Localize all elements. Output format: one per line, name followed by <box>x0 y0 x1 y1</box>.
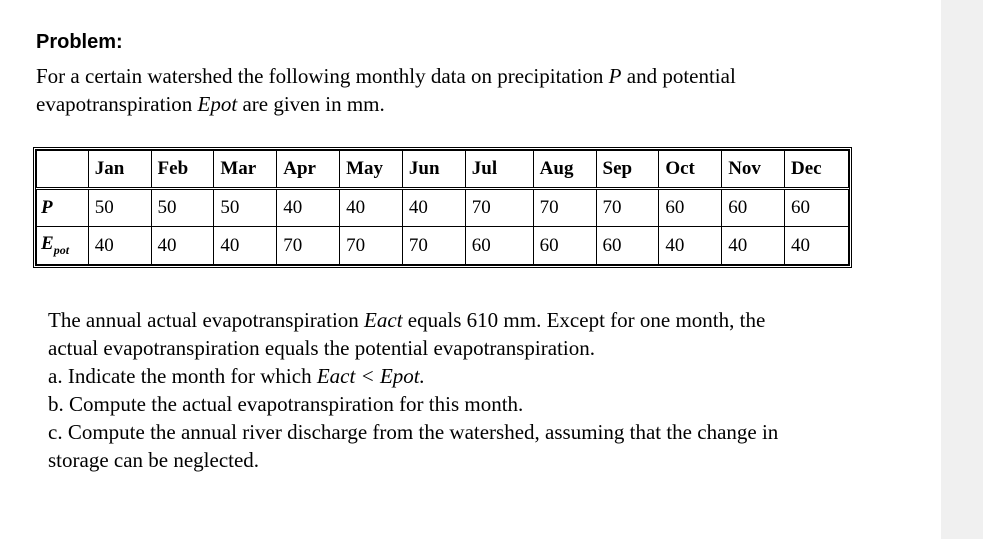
question-a <box>48 362 928 390</box>
body-text-1c: equals 610 mm. Except for one month, the <box>402 308 766 332</box>
body-line-2: actual evapotranspiration equals the potential evapotranspiration. <box>48 336 595 360</box>
table-cell: 40 <box>214 227 277 265</box>
table-cell: 70 <box>340 227 403 265</box>
table-cell: 60 <box>465 227 533 265</box>
symbol-eact: Eact <box>364 308 403 332</box>
header-row <box>37 151 849 189</box>
table-cell: 40 <box>722 227 785 265</box>
intro-line-2 <box>36 90 916 118</box>
table-cell: 60 <box>785 189 849 227</box>
month-header: Dec <box>785 151 849 189</box>
table-cell: 40 <box>277 189 340 227</box>
corner-cell <box>37 151 89 189</box>
question-a-text: a. Indicate the month for which <box>48 364 317 388</box>
table-cell: 60 <box>596 227 659 265</box>
symbol-epot: Epot <box>197 92 238 116</box>
month-header: Jan <box>88 151 151 189</box>
intro-text-2: and potential <box>621 64 736 88</box>
right-margin-strip <box>941 0 983 539</box>
data-table-frame <box>33 147 852 268</box>
question-text <box>48 306 928 474</box>
monthly-data-table <box>36 150 849 265</box>
row-label-epot <box>37 227 89 265</box>
intro-text-1: For a certain watershed the following monthly data on precipitation <box>36 64 609 88</box>
intro-paragraph <box>36 62 916 118</box>
table-cell: 50 <box>151 189 214 227</box>
month-header: Apr <box>277 151 340 189</box>
question-b: b. Compute the actual evapotranspiration for this month. <box>48 392 524 416</box>
month-header: Jul <box>465 151 533 189</box>
body-line-1 <box>48 306 928 334</box>
precipitation-row <box>37 189 849 227</box>
table-cell: 40 <box>151 227 214 265</box>
table-cell: 70 <box>402 227 465 265</box>
problem-heading: Problem: <box>36 31 123 53</box>
table-cell: 40 <box>88 227 151 265</box>
table-cell: 50 <box>88 189 151 227</box>
intro-line-1 <box>36 62 916 90</box>
table-cell: 40 <box>340 189 403 227</box>
table-cell: 60 <box>722 189 785 227</box>
month-header: Feb <box>151 151 214 189</box>
table-cell: 70 <box>465 189 533 227</box>
epot-row <box>37 227 849 265</box>
month-header: Nov <box>722 151 785 189</box>
row-label-p: P <box>37 189 89 227</box>
question-c: c. Compute the annual river discharge from the watershed, assuming that the change in <box>48 420 779 444</box>
table-cell: 70 <box>596 189 659 227</box>
table-cell: 60 <box>533 227 596 265</box>
epot-label-sub: pot <box>53 242 70 257</box>
month-header: Sep <box>596 151 659 189</box>
table-cell: 40 <box>785 227 849 265</box>
month-header: Jun <box>402 151 465 189</box>
table-cell: 70 <box>277 227 340 265</box>
month-header: May <box>340 151 403 189</box>
table-cell: 40 <box>659 227 722 265</box>
question-a-formula: Eact < Epot. <box>316 364 425 388</box>
epot-label-main: E <box>41 233 54 255</box>
table-cell: 40 <box>402 189 465 227</box>
question-c-cont: storage can be neglected. <box>48 448 260 472</box>
table-cell: 50 <box>214 189 277 227</box>
symbol-p: P <box>608 64 622 88</box>
intro-text-4: are given in mm. <box>237 92 385 116</box>
month-header: Oct <box>659 151 722 189</box>
body-text-1a: The annual actual evapotranspiration <box>48 308 365 332</box>
table-cell: 60 <box>659 189 722 227</box>
month-header: Mar <box>214 151 277 189</box>
intro-text-3: evapotranspiration <box>36 92 198 116</box>
month-header: Aug <box>533 151 596 189</box>
table-cell: 70 <box>533 189 596 227</box>
